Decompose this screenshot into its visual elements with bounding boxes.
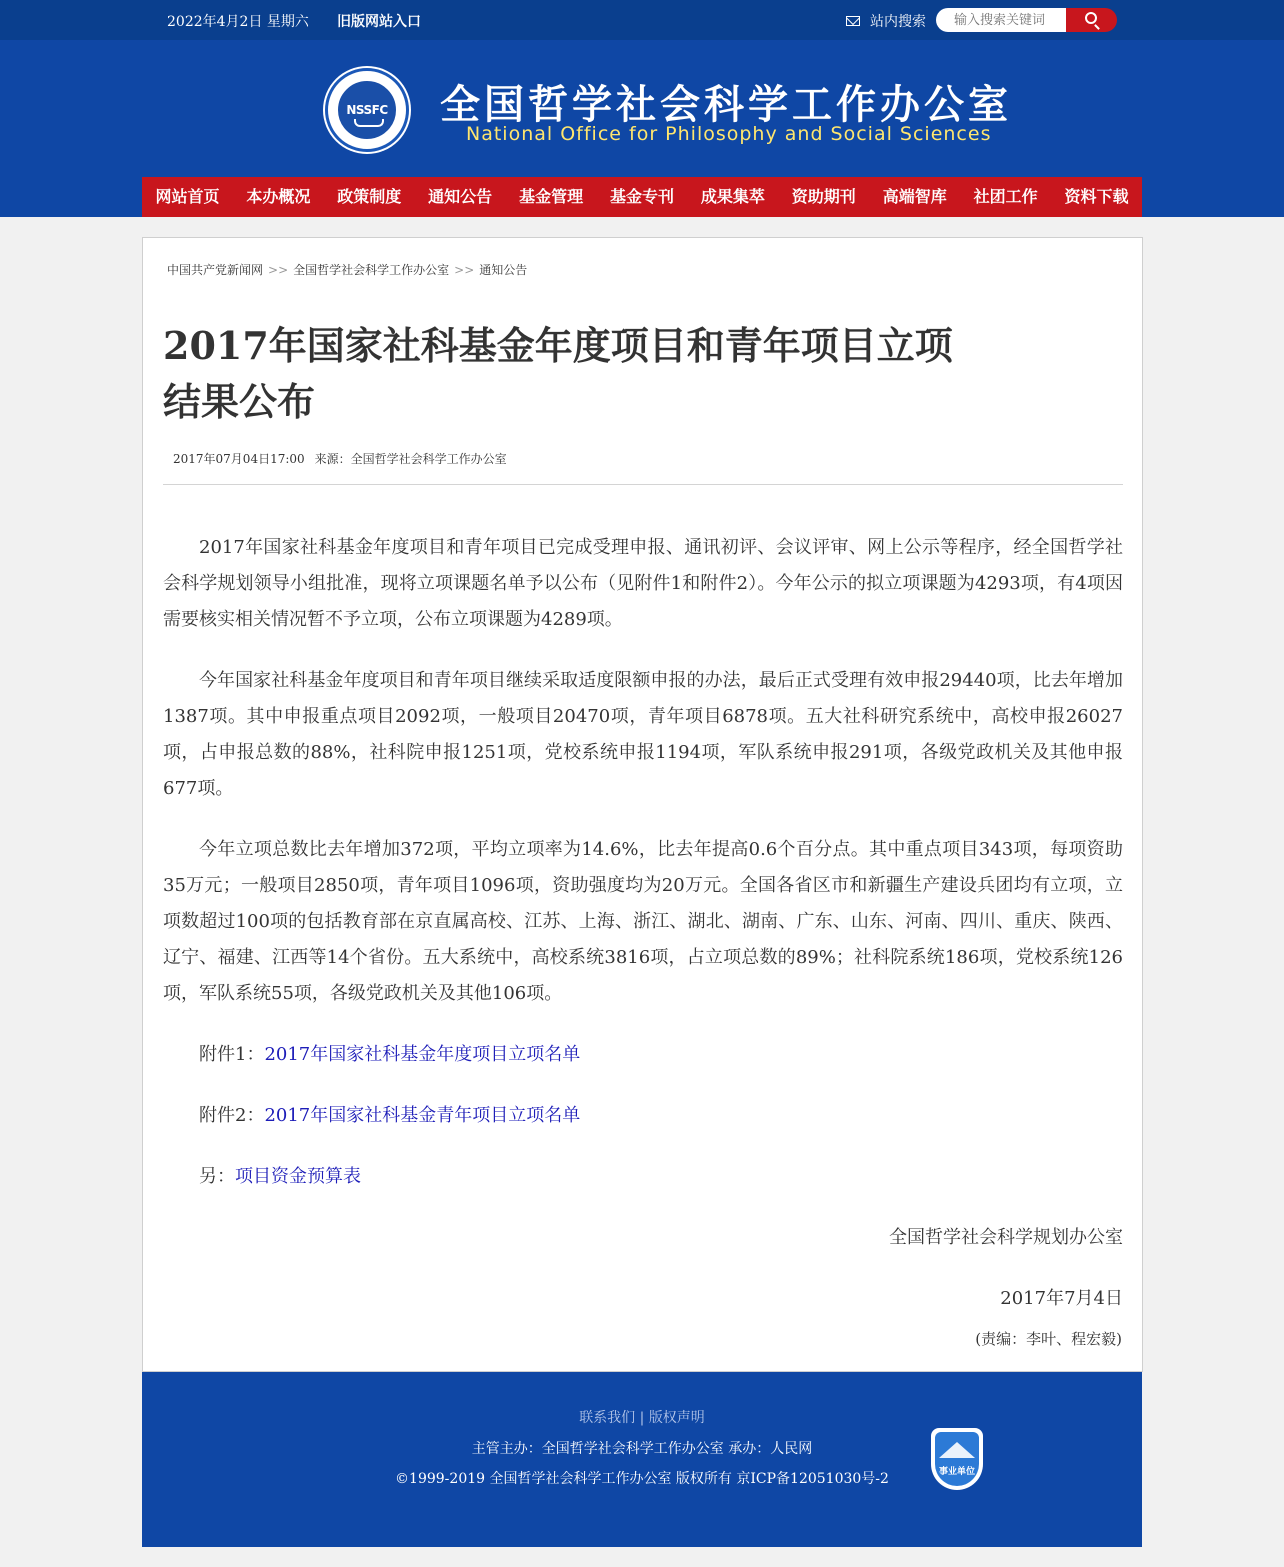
attachment-link-youth[interactable]: 2017年国家社科基金青年项目立项名单 [264, 1105, 581, 1126]
top-bar [0, 0, 1284, 40]
search-input[interactable] [936, 8, 1072, 32]
attachment-link-annual[interactable]: 2017年国家社科基金年度项目立项名单 [264, 1044, 581, 1065]
book-icon [354, 119, 384, 127]
nav-achievements[interactable]: 成果集萃 [700, 187, 765, 206]
footer-sponsor: 主管主办：全国哲学社会科学工作办公室 承办：人民网 [471, 1441, 813, 1457]
attachment-prefix: 附件1： [199, 1044, 265, 1065]
old-site-link[interactable]: 旧版网站入口 [337, 14, 421, 30]
divider [163, 484, 1123, 485]
nav-home[interactable]: 网站首页 [155, 187, 220, 206]
attachment-link-budget[interactable]: 项目资金预算表 [235, 1166, 361, 1187]
public-institution-badge[interactable] [931, 1428, 983, 1490]
article-meta [173, 450, 507, 467]
attachment-3 [163, 1159, 1123, 1195]
attachment-prefix: 另： [199, 1166, 235, 1187]
nav-funded-journals[interactable]: 资助期刊 [791, 187, 856, 206]
main-nav [142, 177, 1142, 217]
nav-notices[interactable]: 通知公告 [428, 187, 493, 206]
site-title-en: National Office for Philosophy and Social Sciences [466, 123, 992, 145]
contact-link[interactable]: 联系我们 [579, 1410, 636, 1426]
search-icon [1085, 12, 1097, 24]
footer-copyright: ©1999-2019 全国哲学社会科学工作办公室 版权所有 京ICP备12051030号-2 [395, 1471, 889, 1487]
nav-policy[interactable]: 政策制度 [337, 187, 402, 206]
nav-fund-journal[interactable]: 基金专刊 [609, 187, 674, 206]
paragraph: 今年立项总数比去年增加372项，平均立项率为14.6%，比去年提高0.6个百分点。其中重点项目343项，每项资助35万元；一般项目2850项，青年项目1096项，资助强度均为20万元。全国各省区市和新疆生产建设兵团均有立项，立项数超过100项的包括教育部在京直属高校、江苏、上海、浙江、湖北、湖南、广东、山东、河南、四川、重庆、陕西、辽宁、福建、江西等14个省份。五大系统中，高校系统3816项，占立项总数的89%；社科院系统186项，党校系统126项，军队系统55项，各级党政机关及其他106项。 [163, 839, 1123, 1004]
article-source: 来源：全国哲学社会科学工作办公室 [314, 452, 507, 466]
article-title: 2017年国家社科基金年度项目和青年项目立项结果公布 [163, 323, 953, 424]
nav-think-tanks[interactable]: 高端智库 [882, 187, 947, 206]
editor-credit: (责编：李叶、程宏毅) [975, 1330, 1122, 1348]
breadcrumb-item[interactable]: 全国哲学社会科学工作办公室 [293, 263, 450, 277]
current-date: 2022年4月2日 星期六 [167, 14, 309, 30]
site-footer [142, 1372, 1142, 1547]
nssfc-logo[interactable] [325, 68, 409, 152]
signature: 全国哲学社会科学规划办公室 [889, 1227, 1123, 1248]
breadcrumb-separator: >> [454, 263, 475, 277]
search-label: 站内搜索 [870, 14, 926, 30]
nav-downloads[interactable]: 资料下载 [1064, 187, 1129, 206]
article-datetime: 2017年07月04日17:00 [173, 452, 305, 466]
footer-links [142, 1407, 1142, 1427]
attachment-1 [163, 1037, 1123, 1073]
badge-emblem [935, 1432, 979, 1486]
breadcrumb-item[interactable]: 中国共产党新闻网 [167, 263, 264, 277]
mountain-icon [939, 1442, 975, 1458]
nav-fund-management[interactable]: 基金管理 [519, 187, 584, 206]
site-title-cn: 全国哲学社会科学工作办公室 [440, 81, 1012, 128]
search-button[interactable] [1066, 8, 1117, 32]
footer-divider: | [639, 1410, 645, 1426]
article-body [163, 530, 1123, 1342]
sign-date: 2017年7月4日 [1000, 1288, 1123, 1309]
logo-emblem [336, 79, 398, 141]
attachment-prefix: 附件2： [199, 1105, 265, 1126]
breadcrumb [167, 261, 527, 278]
breadcrumb-separator: >> [268, 263, 289, 277]
logo-text: NSSFC [346, 103, 388, 117]
copyright-link[interactable]: 版权声明 [648, 1410, 705, 1426]
nav-about[interactable]: 本办概况 [246, 187, 311, 206]
mail-icon [846, 16, 860, 26]
paragraph: 2017年国家社科基金年度项目和青年项目已完成受理申报、通讯初评、会议评审、网上公示等程序，经全国哲学社会科学规划领导小组批准，现将立项课题名单予以公布（见附件1和附件2）。今年公示的拟立项课题为4293项，有4项因需要核实相关情况暂不予立项，公布立项课题为4289项。 [163, 537, 1123, 630]
paragraph: 今年国家社科基金年度项目和青年项目继续采取适度限额申报的办法，最后正式受理有效申报29440项，比去年增加1387项。其中申报重点项目2092项，一般项目20470项，青年项目6878项。五大社科研究系统中，高校申报26027项，占申报总数的88%，社科院申报1251项，党校系统申报1194项，军队系统申报291项，各级党政机关及其他申报677项。 [163, 670, 1123, 799]
article-container [142, 237, 1143, 1372]
badge-text: 事业单位 [938, 1467, 975, 1477]
attachment-2 [163, 1098, 1123, 1134]
breadcrumb-item[interactable]: 通知公告 [479, 263, 528, 277]
nav-associations[interactable]: 社团工作 [973, 187, 1038, 206]
